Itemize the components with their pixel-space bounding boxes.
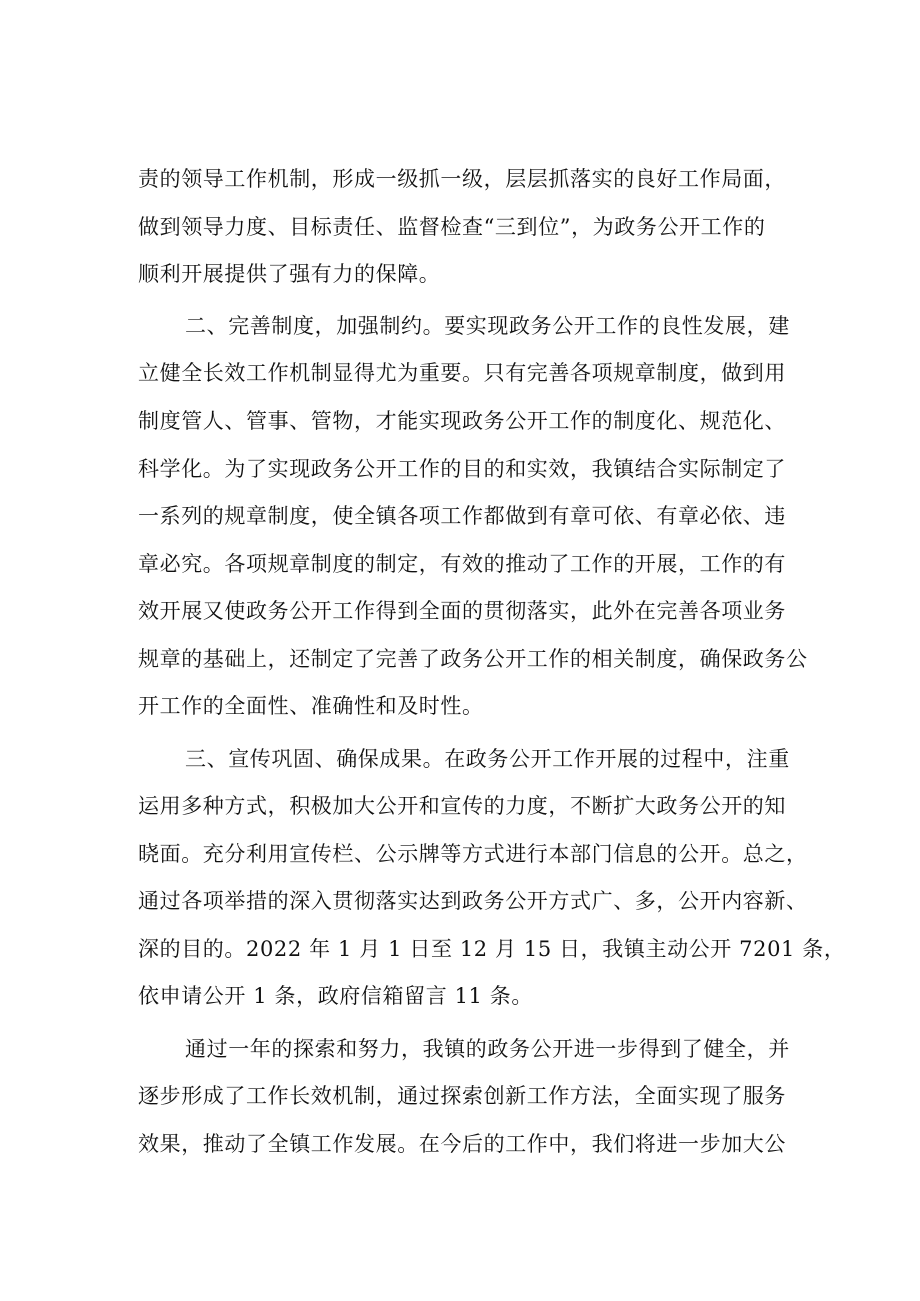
paragraph-2-line-1: 二、完善制度，加强制约。要实现政务公开工作的良性发展，建: [185, 314, 790, 338]
paragraph-3-line-3: 晓面。充分利用宣传栏、公示牌等方式进行本部门信息的公开。总之，: [138, 842, 808, 866]
paragraph-1-line-2: 做到领导力度、目标责任、监督检查“三到位”，为政务公开工作的: [138, 215, 766, 239]
paragraph-2-line-7: 效开展又使政务公开工作得到全面的贯彻落实，此外在完善各项业务: [138, 599, 786, 623]
paragraph-3-line-2: 运用多种方式，积极加大公开和宣传的力度，不断扩大政务公开的知: [138, 794, 786, 818]
paragraph-2-line-6: 章必究。各项规章制度的制定，有效的推动了工作的开展，工作的有: [138, 552, 786, 576]
paragraph-4-line-2: 逐步形成了工作长效机制，通过探索创新工作方法，全面实现了服务: [138, 1084, 786, 1108]
paragraph-1-line-3: 顺利开展提供了强有力的保障。: [138, 262, 441, 286]
paragraph-3-line-6: 依申请公开 1 条，政府信箱留言 11 条。: [138, 984, 533, 1008]
paragraph-3-line-1: 三、宣传巩固、确保成果。在政务公开工作开展的过程中，注重: [185, 747, 790, 771]
paragraph-3-line-4: 通过各项举措的深入贯彻落实达到政务公开方式广、多，公开内容新、: [138, 889, 808, 913]
paragraph-2-line-5: 一系列的规章制度，使全镇各项工作都做到有章可依、有章必依、违: [138, 504, 786, 528]
paragraph-2-line-4: 科学化。为了实现政务公开工作的目的和实效，我镇结合实际制定了: [138, 457, 786, 481]
paragraph-2-line-8: 规章的基础上，还制定了完善了政务公开工作的相关制度，确保政务公: [138, 647, 808, 671]
paragraph-2-line-2: 立健全长效工作机制显得尤为重要。只有完善各项规章制度，做到用: [138, 361, 786, 385]
paragraph-4-line-3: 效果，推动了全镇工作发展。在今后的工作中，我们将进一步加大公: [138, 1132, 786, 1156]
paragraph-3-line-5: 深的目的。2022 年 1 月 1 日至 12 月 15 日，我镇主动公开 7201 条，: [138, 937, 846, 961]
paragraph-1-line-1: 责的领导工作机制，形成一级抓一级，层层抓落实的良好工作局面，: [138, 167, 786, 191]
paragraph-4-line-1: 通过一年的探索和努力，我镇的政务公开进一步得到了健全，并: [185, 1037, 790, 1061]
paragraph-2-line-9: 开工作的全面性、准确性和及时性。: [138, 694, 484, 718]
paragraph-2-line-3: 制度管人、管事、管物，才能实现政务公开工作的制度化、规范化、: [138, 409, 786, 433]
